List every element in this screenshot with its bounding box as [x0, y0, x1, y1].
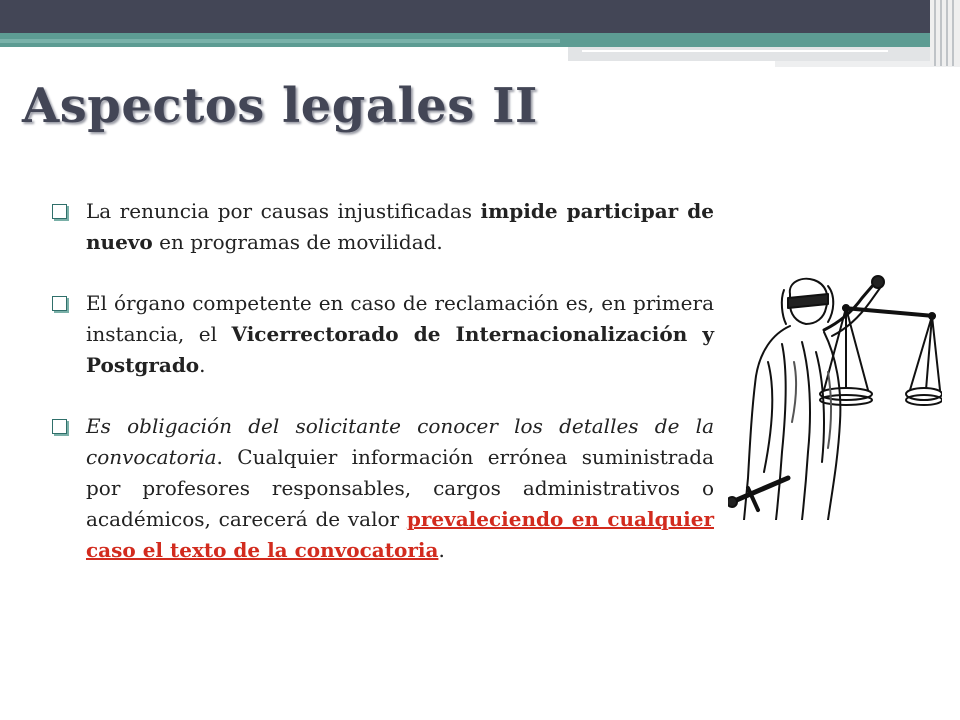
bullet-text: . — [438, 538, 445, 562]
bullet-text: El órgano competente en caso de reclamación es, en primera instancia, el — [86, 291, 714, 346]
checkbox-bullet-icon — [52, 419, 67, 434]
header-banner — [0, 0, 960, 70]
bullet-item — [52, 196, 714, 258]
bullet-list — [52, 196, 714, 566]
bullet-item — [52, 288, 714, 381]
bullet-text: La renuncia por causas injustificadas — [86, 199, 481, 223]
checkbox-bullet-icon — [52, 296, 67, 311]
banner-white-line — [582, 50, 888, 52]
banner-dark-bar — [0, 0, 930, 33]
bullet-italic-text: Es obligación del solicitante conocer los detalles de la convocatoria — [86, 414, 714, 469]
justice-scales-icon — [728, 272, 942, 520]
bullet-bold-text: impide participar de nuevo — [86, 199, 714, 254]
bullet-text: en programas de movilidad. — [152, 230, 443, 254]
banner-teal-accent — [0, 39, 560, 43]
banner-corner-lines — [930, 0, 960, 66]
bullet-item — [52, 411, 714, 566]
slide-title: Aspectos legales II — [22, 78, 538, 134]
bullet-highlight-text: prevaleciendo en cualquier caso el texto de la convocatoria — [86, 507, 714, 562]
checkbox-bullet-icon — [52, 204, 67, 219]
bullet-bold-text: Vicerrectorado de Internacionalización y Postgrado — [86, 322, 714, 377]
bullet-text: . — [199, 353, 206, 377]
bullet-text: . Cualquier información errónea suministrada por profesores responsables, cargos administrativos o académicos, carecerá de valor — [86, 445, 714, 531]
